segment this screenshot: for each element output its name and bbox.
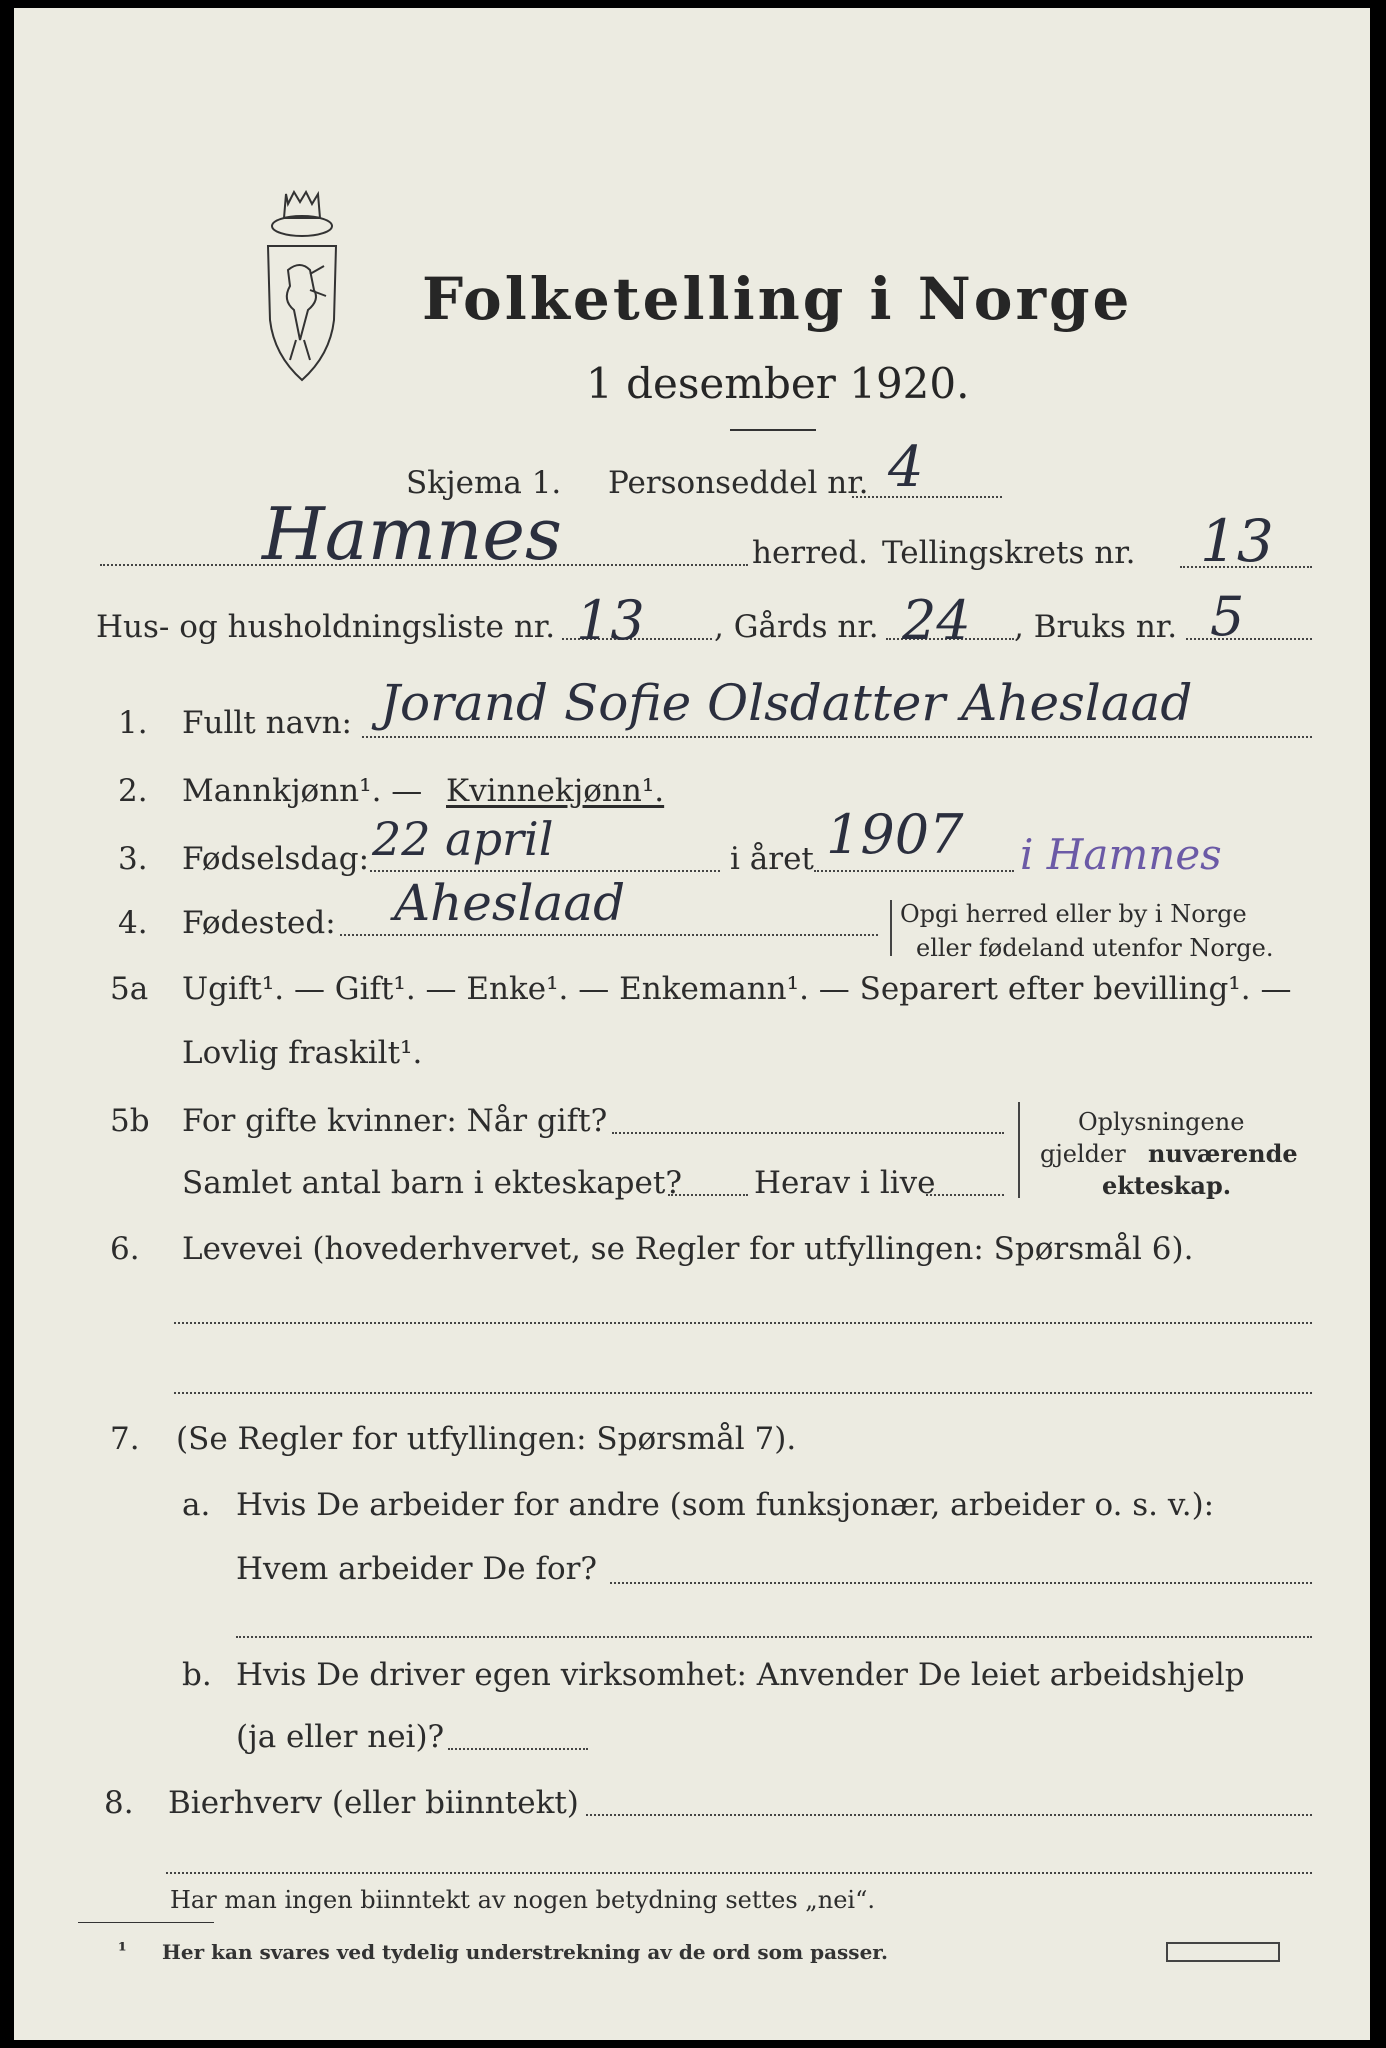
q8-note: Har man ingen biinntekt av nogen betydning settes „nei“.: [170, 1886, 875, 1914]
form-date: 1 desember 1920.: [586, 359, 970, 408]
personseddel-number[interactable]: 4: [888, 435, 924, 500]
footnote-text: Her kan svares ved tydelig understrekning av de ord som passer.: [162, 1940, 888, 1964]
q2-number: 2.: [118, 773, 148, 809]
q4-note-line1: Opgi herred eller by i Norge: [900, 900, 1247, 928]
birthday-value[interactable]: 22 april: [372, 812, 554, 866]
q5b-note-brace: [1018, 1102, 1020, 1198]
bruks-label: , Bruks nr.: [1014, 609, 1178, 645]
q6-answer-line2[interactable]: [174, 1392, 1312, 1394]
birthplace-value[interactable]: Aheslaad: [394, 874, 626, 932]
q5a-number: 5a: [110, 971, 149, 1007]
q5b-number: 5b: [110, 1103, 150, 1139]
q2-male: Mannkjønn¹. —: [182, 773, 423, 809]
q6-answer-line1[interactable]: [174, 1322, 1312, 1324]
q8-answer-line1[interactable]: [586, 1814, 1312, 1816]
q7-number: 7.: [110, 1421, 140, 1457]
q5a-line2: Lovlig fraskilt¹.: [182, 1035, 423, 1071]
q3-label: Fødselsdag:: [182, 841, 370, 877]
tellingskrets-label: Tellingskrets nr.: [882, 535, 1136, 571]
skjema-label: Skjema 1.: [406, 465, 562, 501]
census-form-sheet: [14, 8, 1370, 2040]
q7a-answer-line2[interactable]: [236, 1636, 1312, 1638]
q5b-line2a: Samlet antal barn i ekteskapet?: [182, 1165, 682, 1201]
herred-label: herred.: [752, 535, 868, 571]
full-name-value[interactable]: Jorand Sofie Olsdatter Aheslaad: [380, 674, 1193, 732]
form-title: Folketelling i Norge: [422, 265, 1133, 333]
q4-label: Fødested:: [182, 905, 336, 941]
q5b-line2b: Herav i live: [754, 1165, 936, 1201]
q3-number: 3.: [118, 841, 148, 877]
title-divider: [730, 429, 816, 431]
q3-year-label: i året: [730, 841, 814, 877]
q7a-letter: a.: [182, 1487, 211, 1523]
q8-label: Bierhverv (eller biinntekt): [168, 1785, 579, 1821]
q7a-line1: Hvis De arbeider for andre (som funksjonær, arbeider o. s. v.):: [236, 1487, 1215, 1523]
q7-label: (Se Regler for utfyllingen: Spørsmål 7).: [176, 1421, 797, 1457]
q7b-letter: b.: [182, 1657, 212, 1693]
q5b-note-line2a: gjelder: [1040, 1140, 1126, 1168]
q8-number: 8.: [104, 1785, 134, 1821]
q7a-answer-line1[interactable]: [610, 1582, 1312, 1584]
hus-label: Hus- og husholdningsliste nr.: [96, 609, 556, 645]
q5a-line1: Ugift¹. — Gift¹. — Enke¹. — Enkemann¹. — Separert efter bevilling¹. —: [182, 971, 1292, 1007]
q5b-note-line1: Oplysningene: [1078, 1108, 1245, 1136]
footnote-divider: [78, 1922, 214, 1923]
coat-of-arms-icon: [260, 190, 344, 390]
hus-number[interactable]: 13: [576, 589, 645, 652]
q1-number: 1.: [118, 705, 148, 741]
q8-answer-line2[interactable]: [166, 1872, 1312, 1874]
herred-name[interactable]: Hamnes: [262, 492, 562, 576]
footnote-mark: ¹: [118, 1938, 127, 1962]
q5b-note-line2b: nuværende: [1148, 1139, 1298, 1168]
q7a-line2: Hvem arbeider De for?: [236, 1551, 598, 1587]
birthplace-note-value[interactable]: i Hamnes: [1020, 830, 1222, 879]
q2-female-underlined[interactable]: [446, 773, 665, 809]
birth-year-value[interactable]: 1907: [826, 803, 964, 866]
q6-number: 6.: [110, 1231, 140, 1267]
gards-number[interactable]: 24: [902, 589, 971, 652]
q4-number: 4.: [118, 905, 148, 941]
bruks-number[interactable]: 5: [1210, 585, 1245, 648]
q2-female-label: Kvinnekjønn¹.: [446, 773, 665, 809]
tellingskrets-number[interactable]: 13: [1200, 507, 1274, 575]
printer-stamp-icon: [1166, 1942, 1280, 1962]
q1-label: Fullt navn:: [182, 705, 352, 741]
q7b-line1: Hvis De driver egen virksomhet: Anvender De leiet arbeidshjelp: [236, 1657, 1245, 1693]
personseddel-label: Personseddel nr.: [608, 465, 869, 501]
q4-note-line2: eller fødeland utenfor Norge.: [916, 934, 1274, 962]
q7b-answer-line[interactable]: [448, 1748, 588, 1750]
q4-note-brace: [890, 900, 892, 956]
q5b-note-line3: ekteskap.: [1102, 1171, 1232, 1200]
q7b-line2: (ja eller nei)?: [236, 1719, 445, 1755]
q6-label: Levevei (hovederhvervet, se Regler for utfyllingen: Spørsmål 6).: [182, 1231, 1194, 1267]
q5b-line1: For gifte kvinner: Når gift?: [182, 1103, 608, 1139]
gards-label: , Gårds nr.: [714, 609, 879, 645]
